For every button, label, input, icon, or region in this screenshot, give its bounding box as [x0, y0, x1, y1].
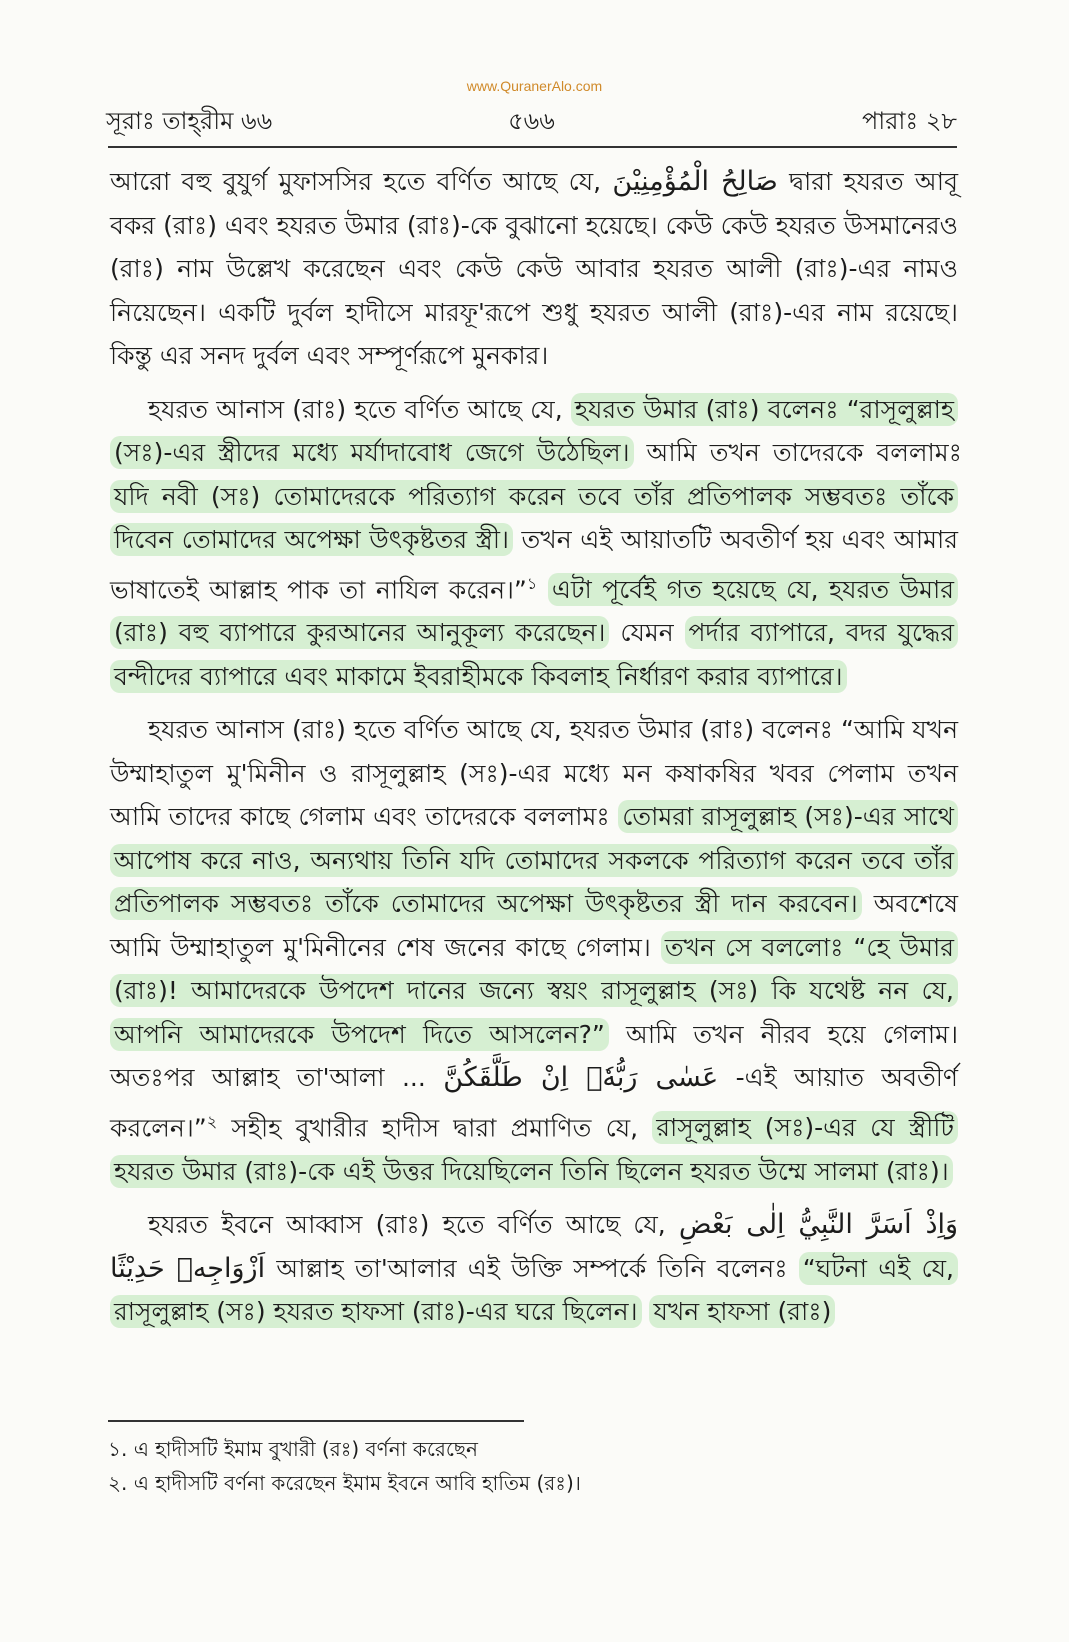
highlighted-text: রাসূলুল্লাহ (সঃ)-এর যে স্ত্রীটি হযরত উমার (রাঃ)-কে এই উত্তর দিয়েছিলেন তিনি ছিলেন হযরত উম্মে সালমা (রাঃ)। [110, 1111, 958, 1188]
paragraph-4 [110, 1203, 958, 1334]
footnote-divider [108, 1420, 524, 1422]
highlighted-text: পর্দার ব্যাপারে, বদর যুদ্ধের বন্দীদের ব্যাপারে এবং মাকামে ইবরাহীমকে কিবলাহ নির্ধারণ করার ব্যাপারে। [110, 616, 958, 693]
highlighted-text: তখন সে বললোঃ “হে উমার (রাঃ)! আমাদেরকে উপদেশ দানের জন্যে স্বয়ং রাসূলুল্লাহ (সঃ) কি যথেষ্ট নন যে, আপনি আমাদেরকে উপদেশ দিতে আসলেন?” [110, 931, 958, 1051]
text: সহীহ বুখারীর হাদীস দ্বারা প্রমাণিত যে, [231, 1113, 639, 1143]
highlighted-text: যদি নবী (সঃ) তোমাদেরকে পরিত্যাগ করেন তবে তাঁর প্রতিপালক সম্ভবতঃ তাঁকে দিবেন তোমাদের অপেক্ষা উৎকৃষ্টতর স্ত্রী। [110, 480, 958, 557]
footnotes [108, 1432, 908, 1500]
paragraph-1 [110, 160, 958, 378]
text: হযরত আনাস (রাঃ) হতে বর্ণিত আছে যে, [148, 394, 563, 424]
highlighted-text: হযরত উমার (রাঃ) বলেনঃ “রাসূলুল্লাহ (সঃ)-এর স্ত্রীদের মধ্যে মর্যাদাবোধ জেগে উঠেছিল। [110, 393, 958, 470]
text: অবশেষে আমি উম্মাহাতুল মু'মিনীনের শেষ জনের কাছে গেলাম। [110, 889, 958, 962]
footnote-2: ২. এ হাদীসটি বর্ণনা করেছেন ইমাম ইবনে আবি হাতিম (রঃ)। [108, 1471, 581, 1495]
highlighted-text: তোমরা রাসূলুল্লাহ (সঃ)-এর সাথে আপোষ করে নাও, অন্যথায় তিনি যদি তোমাদের সকলকে পরিত্যাগ করেন তবে তাঁর প্রতিপালক সম্ভবতঃ তাঁকে তোমাদের অপেক্ষা উৎকৃষ্টতর স্ত্রী দান করবেন। [110, 800, 958, 920]
text: তখন এই আয়াতটি অবতীর্ণ হয় এবং আমার ভাষাতেই আল্লাহ পাক তা নাযিল করেন।” [110, 525, 958, 604]
highlighted-text: যখন হাফসা (রাঃ) [649, 1295, 835, 1328]
text: আল্লাহ তা'আলার এই উক্তি সম্পর্কে তিনি বলেনঃ [276, 1253, 788, 1283]
text: আমি তখন তাদেরকে বললামঃ [646, 438, 962, 467]
text: -এই আয়াত অবতীর্ণ করলেন।” [110, 1063, 959, 1143]
text: আরো বহু বুযুর্গ মুফাসসির হতে বর্ণিত আছে যে, [110, 167, 602, 196]
para-label: পারাঃ ২৮ [861, 107, 957, 135]
paragraph-2 [110, 388, 962, 699]
paragraph-3 [110, 708, 958, 1193]
page-number: ৫৬৬ [508, 107, 555, 135]
page-body [110, 160, 962, 1344]
arabic-phrase: عَسٰى رَبُّهٗۤ اِنْ طَلَّقَكُنَّ [443, 1062, 719, 1094]
page-header [106, 103, 957, 137]
text: দ্বারা হযরত আবূ বকর (রাঃ) এবং হযরত উমার (রাঃ)-কে বুঝানো হয়েছে। কেউ কেউ হযরত উসমানেরও (রাঃ) নাম উল্লেখ করেছেন এবং কেউ কেউ আবার হযরত আলী (রাঃ)-এর নামও নিয়েছেন। একটি দুর্বল হাদীসে মারফূ'রূপে শুধু হযরত আলী (রাঃ)-এর নাম রয়েছে। কিন্তু এর সনদ দুর্বল এবং সম্পূর্ণরূপে মুনকার। [110, 167, 958, 370]
text: হযরত আনাস (রাঃ) হতে বর্ণিত আছে যে, হযরত উমার (রাঃ) বলেনঃ “আমি যখন উম্মাহাতুল মু'মিনীন ও রাসূলুল্লাহ (সঃ)-এর মধ্যে মন কষাকষির খবর পেলাম তখন আমি তাদের কাছে গেলাম এবং তাদেরকে বললামঃ [110, 715, 958, 832]
highlighted-text: “ঘটনা এই যে, রাসূলুল্লাহ (সঃ) হযরত হাফসা (রাঃ)-এর ঘরে ছিলেন। [110, 1252, 958, 1329]
footnote-1: ১. এ হাদীসটি ইমাম বুখারী (রঃ) বর্ণনা করেছেন [108, 1437, 478, 1461]
arabic-phrase: صَالِحُ الْمُؤْمِنِيْنَ [612, 166, 778, 197]
surah-label: সূরাঃ তাহ্‌রীম ৬৬ [106, 107, 273, 135]
text: যেমন [620, 618, 674, 648]
watermark: www.QuranerAlo.com [466, 78, 603, 94]
highlighted-text: এটা পূর্বেই গত হয়েছে যে, হযরত উমার (রাঃ) বহু ব্যাপারে কুরআনের আনুকূল্য করেছেন। [110, 573, 958, 650]
arabic-phrase: وَاِذْ اَسَرَّ النَّبِيُّ اِلٰى بَعْضِ اَزْوَاجِهٖ حَدِيْثًا [110, 1209, 959, 1284]
header-divider [108, 146, 957, 148]
footnote-ref: ১ [526, 573, 538, 593]
text: আমি তখন নীরব হয়ে গেলাম। অতঃপর আল্লাহ তা'আলা ... [110, 1019, 959, 1093]
text: হযরত ইবনে আব্বাস (রাঃ) হতে বর্ণিত আছে যে, [148, 1210, 666, 1240]
footnote-ref: ২ [206, 1111, 218, 1131]
